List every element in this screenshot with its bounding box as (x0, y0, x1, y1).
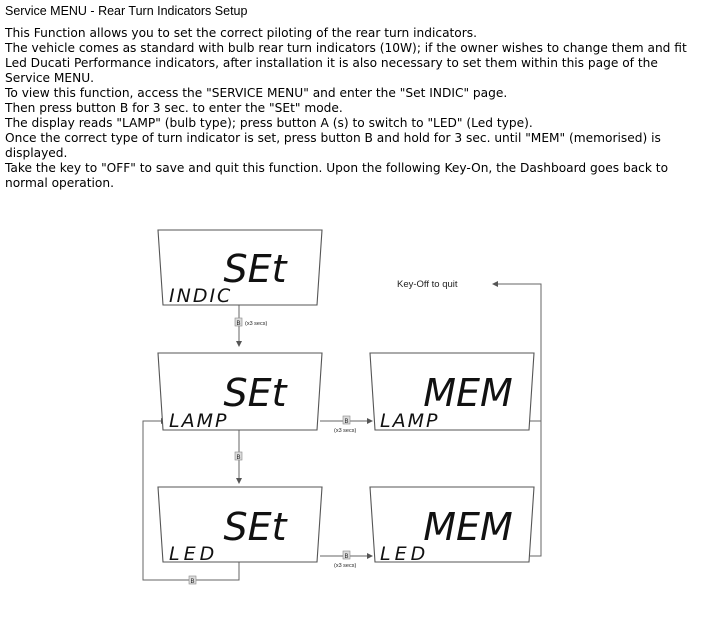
button-b-label: B (236, 321, 241, 327)
display-set-indic (158, 230, 322, 307)
paragraph: Once the correct type of turn indicator is set, press button B and hold for 3 sec. until "MEM" (memorised) is displayed. (5, 131, 661, 160)
display-main-text: SEt (223, 371, 287, 415)
display-main-text: MEM (423, 505, 513, 549)
display-main-text: SEt (223, 505, 287, 549)
display-sub-text: LED (380, 543, 430, 565)
paragraph: The display reads "LAMP" (bulb type); press button A (s) to switch to "LED" (Led type). (5, 116, 533, 130)
button-b-label: B (344, 419, 349, 425)
display-main-text: SEt (223, 247, 287, 291)
button-b-hold-marker (235, 318, 267, 327)
display-set-lamp (158, 353, 322, 432)
display-set-led (158, 487, 322, 565)
display-sub-text: LAMP (380, 410, 440, 432)
hold-3s-label: (x3 secs) (334, 563, 357, 569)
paragraph: Then press button B for 3 sec. to enter the "SEt" mode. (5, 101, 343, 115)
paragraph: To view this function, access the "SERVICE MENU" and enter the "Set INDIC" page. (5, 86, 508, 100)
button-b-label: B (344, 554, 349, 560)
button-b-marker (235, 452, 242, 461)
display-main-text: MEM (423, 371, 513, 415)
paragraph: This Function allows you to set the correct piloting of the rear turn indicators. (5, 26, 478, 40)
key-off-label: Key-Off to quit (397, 279, 458, 290)
paragraph: Take the key to "OFF" to save and quit this function. Upon the following Key-On, the Dashboard goes back to normal operation. (5, 161, 669, 190)
display-sub-text: INDIC (169, 285, 233, 307)
button-b-hold-marker (334, 416, 356, 434)
button-b-label: B (190, 579, 195, 585)
display-mem-lamp (370, 353, 534, 432)
hold-3s-label: (x3 secs) (245, 321, 268, 327)
hold-3s-label: (x3 secs) (334, 428, 357, 434)
display-sub-text: LED (169, 543, 219, 565)
page-title: Service MENU - Rear Turn Indicators Setup (5, 4, 248, 18)
display-sub-text: LAMP (169, 410, 229, 432)
button-b-hold-marker (334, 551, 356, 569)
paragraph: The vehicle comes as standard with bulb rear turn indicators (10W); if the owner wishes to change them and fit Led Ducati Performance indicators, after installation it is also necessary to set them within this page of the Service MENU. (5, 41, 687, 85)
button-b-label: B (236, 455, 241, 461)
display-mem-led (370, 487, 534, 565)
button-b-marker (189, 576, 196, 585)
